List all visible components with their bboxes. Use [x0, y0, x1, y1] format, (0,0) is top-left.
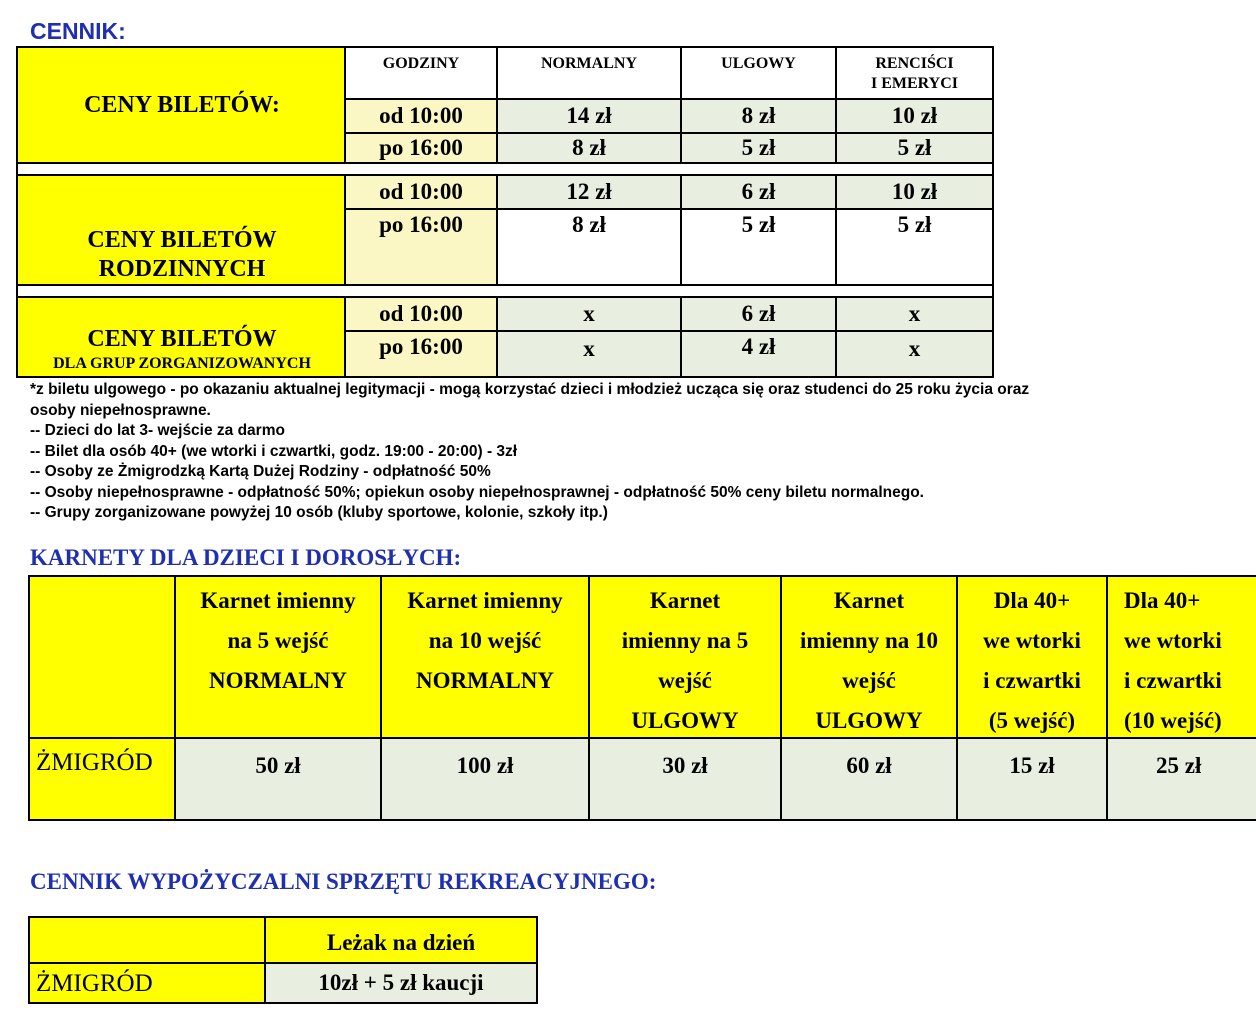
section-divider	[16, 286, 994, 296]
page-title: CENNIK:	[30, 18, 126, 44]
karnety-table	[28, 575, 1222, 823]
karnet-header-line: na 10 wejść	[428, 628, 542, 653]
karnet-header-line: wejść	[842, 668, 896, 693]
hours-cell: od 10:00	[344, 296, 496, 330]
rental-item: Leżak na dzień	[264, 916, 538, 962]
col-header-text: I EMERYCI	[871, 75, 958, 92]
hours-cell: po 16:00	[344, 132, 496, 164]
price-cell: 4 zł	[680, 330, 835, 378]
section-label-text: CENY BILETÓW	[87, 227, 277, 253]
karnet-header	[780, 575, 956, 737]
price-cell: 8 zł	[496, 132, 680, 164]
karnet-header	[588, 575, 780, 737]
karnety-title: KARNETY DLA DZIECI I DOROSŁYCH:	[30, 545, 462, 570]
price-cell: x	[496, 330, 680, 378]
section-label-family	[16, 174, 346, 286]
hours-cell: od 10:00	[344, 98, 496, 132]
karnet-header-line: ULGOWY	[631, 708, 739, 733]
karnet-header-line: Karnet	[833, 588, 905, 613]
col-header-godziny	[344, 46, 496, 98]
col-header-ulgowy	[680, 46, 835, 98]
karnet-header-line: NORMALNY	[416, 668, 554, 693]
karnet-header	[380, 575, 588, 737]
col-header-text: ULGOWY	[721, 55, 796, 72]
col-header-normalny	[496, 46, 680, 98]
price-cell: 8 zł	[680, 98, 835, 132]
price-cell: 8 zł	[496, 208, 680, 286]
karnet-header	[1106, 575, 1256, 737]
karnet-header-line: we wtorki	[983, 628, 1081, 653]
note-item: *z biletu ulgowego - po okazaniu aktualnej legitymacji - mogą korzystać dzieci i młodzież ucząca się oraz studenci do 25 roku życia oraz osoby niepełnosprawne.	[30, 381, 1030, 419]
karnet-price: 60 zł	[780, 737, 956, 821]
col-header-text: GODZINY	[382, 55, 460, 72]
hours-cell: po 16:00	[344, 330, 496, 378]
note-item: -- Osoby niepełnosprawne - odpłatność 50%; opiekun osoby niepełnosprawnej - odpłatność 50% ceny biletu normalnego.	[30, 483, 924, 501]
price-cell: x	[496, 296, 680, 330]
karnet-price: 100 zł	[380, 737, 588, 821]
price-cell: x	[835, 296, 994, 330]
karnet-header-line: Karnet	[649, 588, 721, 613]
karnet-price: 50 zł	[174, 737, 380, 821]
karnet-header	[174, 575, 380, 737]
karnet-price: 30 zł	[588, 737, 780, 821]
karnety-town: ŻMIGRÓD	[28, 737, 176, 821]
note-item: -- Dzieci do lat 3- wejście za darmo	[30, 422, 285, 439]
price-cell: 5 zł	[680, 132, 835, 164]
hours-cell: po 16:00	[344, 208, 496, 286]
section-label-text: CENY BILETÓW	[87, 326, 277, 352]
section-label-groups	[16, 296, 346, 378]
karnet-header-line: i czwartki	[983, 668, 1081, 693]
karnet-price: 15 zł	[956, 737, 1106, 821]
hours-cell: od 10:00	[344, 174, 496, 208]
price-cell: x	[835, 330, 994, 378]
karnet-header-line: (10 wejść)	[1124, 708, 1222, 733]
section-label-standard	[16, 46, 346, 164]
rental-corner	[28, 916, 266, 962]
section-divider	[16, 164, 994, 174]
note-item: -- Grupy zorganizowane powyżej 10 osób (kluby sportowe, kolonie, szkoły itp.)	[30, 504, 608, 521]
karnet-header	[956, 575, 1106, 737]
rental-town: ŻMIGRÓD	[28, 962, 266, 1004]
price-cell: 10 zł	[835, 98, 994, 132]
section-label-subtext: DLA GRUP ZORGANIZOWANYCH	[53, 355, 311, 372]
karnet-header-line: (5 wejść)	[988, 708, 1076, 733]
rental-table	[28, 916, 538, 1006]
col-header-text: NORMALNY	[541, 55, 637, 72]
karnet-header-line: Karnet imienny	[407, 588, 563, 613]
col-header-rencisci	[835, 46, 994, 98]
col-header-text: RENCIŚCI	[875, 55, 954, 72]
section-label-text: CENY BILETÓW:	[84, 91, 280, 118]
price-cell: 12 zł	[496, 174, 680, 208]
karnety-corner	[28, 575, 176, 737]
price-cell: 5 zł	[835, 132, 994, 164]
karnet-header-line: na 5 wejść	[227, 628, 329, 653]
price-cell: 5 zł	[680, 208, 835, 286]
karnet-header-line: NORMALNY	[209, 668, 347, 693]
karnet-header-line: Dla 40+	[993, 588, 1071, 613]
karnet-header-line: ULGOWY	[815, 708, 923, 733]
price-cell: 5 zł	[835, 208, 994, 286]
price-cell: 6 zł	[680, 174, 835, 208]
price-cell: 10 zł	[835, 174, 994, 208]
karnet-price: 25 zł	[1106, 737, 1256, 821]
price-cell: 6 zł	[680, 296, 835, 330]
price-cell: 14 zł	[496, 98, 680, 132]
karnet-header-line: wejść	[658, 668, 712, 693]
karnet-header-line: i czwartki	[1124, 668, 1222, 693]
karnet-header-line: imienny na 10	[799, 628, 939, 653]
karnet-header-line: Karnet imienny	[200, 588, 356, 613]
karnet-header-line: Dla 40+	[1124, 588, 1201, 613]
notes	[30, 380, 1040, 524]
note-item: -- Osoby ze Żmigrodzką Kartą Dużej Rodziny - odpłatność 50%	[30, 463, 491, 480]
rental-title: CENNIK WYPOŻYCZALNI SPRZĘTU REKREACYJNEGO:	[30, 869, 657, 894]
section-label-text: RODZINNYCH	[98, 256, 266, 282]
price-table	[16, 46, 996, 378]
karnet-header-line: imienny na 5	[621, 628, 749, 653]
karnet-header-line: we wtorki	[1124, 628, 1222, 653]
note-item: -- Bilet dla osób 40+ (we wtorki i czwartki, godz. 19:00 - 20:00) - 3zł	[30, 442, 518, 460]
rental-price: 10zł + 5 zł kaucji	[264, 962, 538, 1004]
